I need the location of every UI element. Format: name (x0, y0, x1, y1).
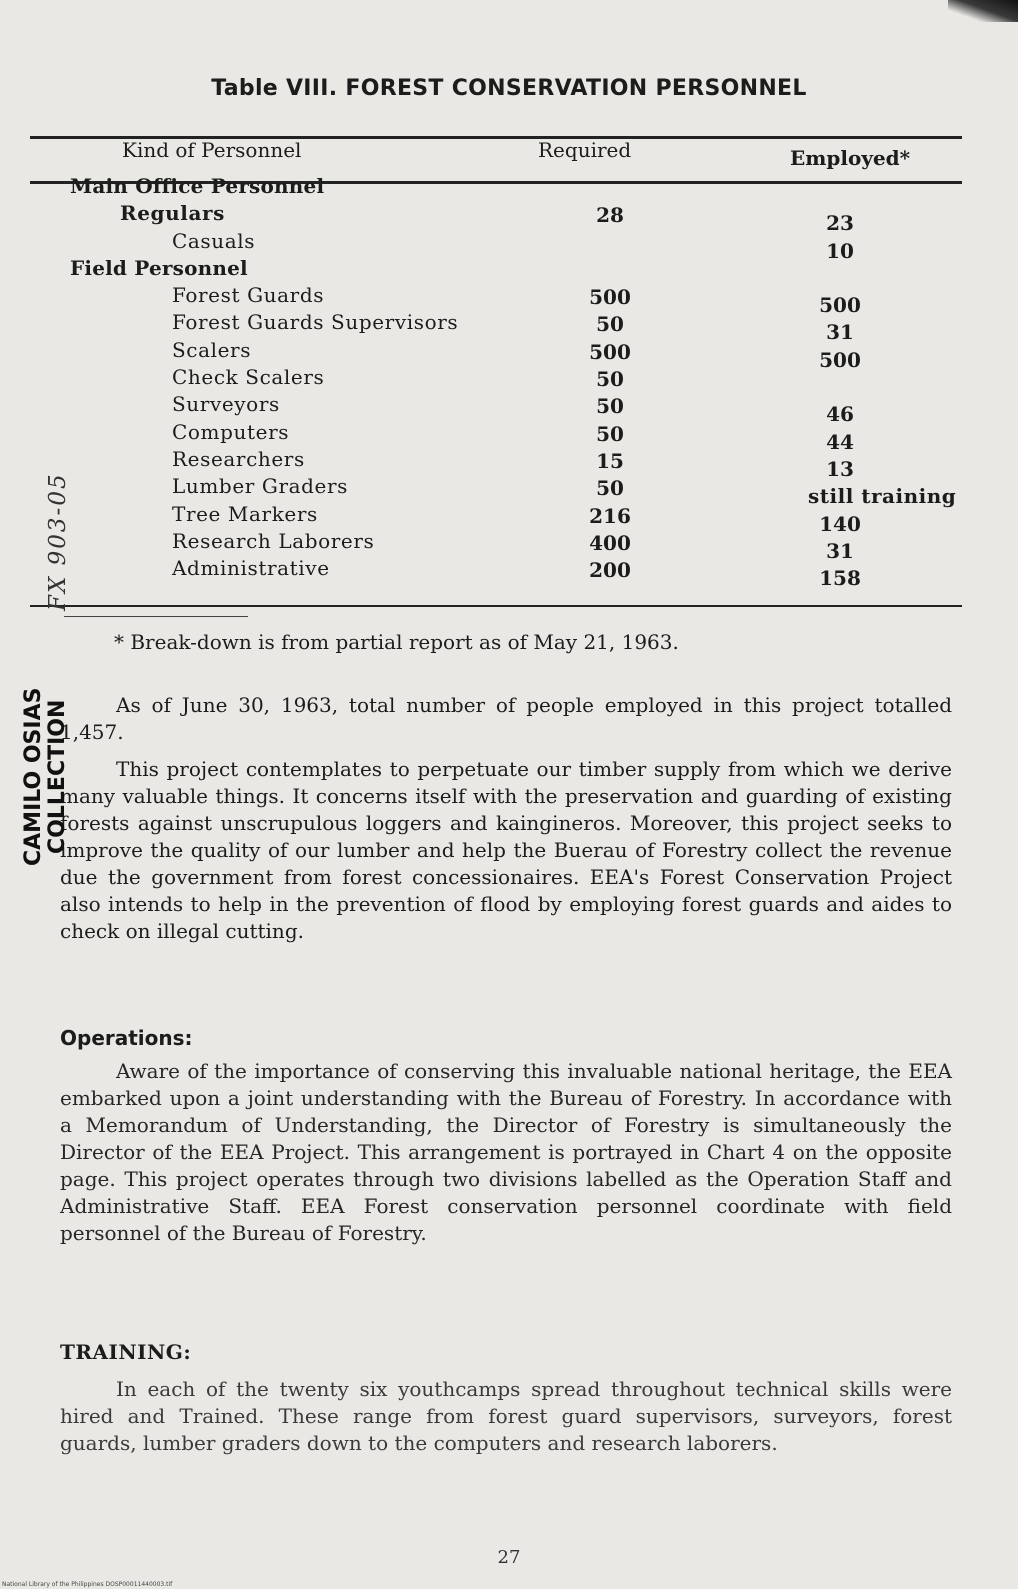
table-row (0, 446, 1018, 481)
table-row (0, 556, 1018, 591)
header-required: Required (538, 138, 632, 162)
header-employed: Employed* (790, 146, 911, 170)
handwritten-call-number: FX 903-05 (45, 472, 71, 611)
required-cell: 50 (596, 367, 624, 392)
employed-cell: 46 (826, 402, 854, 427)
personnel-kind-cell: Lumber Graders (172, 474, 349, 499)
table-footnote: * Break-down is from partial report as of May 21, 1963. (114, 630, 679, 654)
paragraph-total-employed: As of June 30, 1963, total number of people employed in this project totalled 1,457. (60, 693, 952, 744)
personnel-kind-cell: Research Laborers (172, 528, 375, 553)
required-cell: 50 (596, 476, 624, 501)
employed-cell: 23 (826, 211, 854, 236)
table-row (0, 337, 1018, 372)
employed-cell: still training (808, 484, 957, 509)
table-title: Table VIII. FOREST CONSERVATION PERSONNEL (211, 76, 807, 101)
personnel-kind-cell: Computers (172, 419, 290, 444)
personnel-kind-cell: Casuals (172, 228, 256, 253)
table-row (0, 201, 1018, 236)
employed-cell: 500 (819, 347, 861, 372)
employed-cell: 31 (826, 538, 854, 563)
employed-cell: 500 (819, 293, 861, 318)
table-row (0, 474, 1018, 509)
personnel-kind-cell: Regulars (120, 201, 226, 226)
table-row (0, 501, 1018, 536)
page-corner-shadow (948, 0, 1018, 22)
employed-cell: 10 (826, 238, 854, 263)
required-cell: 500 (589, 339, 631, 364)
table-row (0, 365, 1018, 392)
paragraph-training: In each of the twenty six youthcamps spread throughout technical skills were hired and Trained. These range from forest guard supervisors, surveyors, forest guards, lumber graders down to the computers and research laborers. (60, 1377, 952, 1455)
header-kind-of-personnel: Kind of Personnel (122, 138, 302, 162)
personnel-kind-cell: Researchers (172, 446, 305, 471)
personnel-kind-cell: Administrative (172, 556, 330, 581)
personnel-kind-cell: Main Office Personnel (70, 174, 325, 198)
required-cell: 400 (589, 530, 631, 555)
table-body (0, 174, 1018, 591)
table-row (0, 256, 1018, 283)
stamp-line-2: COLLECTION (45, 699, 70, 854)
table-row (0, 174, 1018, 201)
table-row (0, 528, 1018, 563)
stamp-line-1: CAMILO OSIAS (21, 687, 46, 866)
required-cell: 15 (596, 448, 624, 473)
table-bottom-rule (30, 605, 962, 607)
collection-stamp (22, 688, 70, 866)
employed-cell: 158 (819, 566, 861, 591)
employed-cell: 44 (826, 429, 854, 454)
paragraph-project-description: This project contemplates to perpetuate our timber supply from which we derive many valuable things. It concerns itself with the preservation and guarding of existing forests against unscrupulous loggers and kaingineros. Moreover, this project seeks to improve the quality of our lumber and help the Buerau of Forestry collect the revenue due the government from forest concessionaires. EEA's Forest Conservation Project also intends to help in the prevention of flood by employing forest guards and aides to check on illegal cutting. (60, 757, 952, 943)
page-number: 27 (497, 1547, 521, 1568)
required-cell: 50 (596, 312, 624, 337)
paragraph-operations: Aware of the importance of conserving this invaluable national heritage, the EEA embarked upon a joint understanding with the Bureau of Forestry. In accordance with a Memorandum of Understanding, the Director of Forestry is simultaneously the Director of the EEA Project. This arrangement is portrayed in Chart 4 on the opposite page. This project operates through two divisions labelled as the Operation Staff and Administrative Staff. EEA Forest conservation personnel coordinate with field personnel of the Bureau of Forestry. (60, 1059, 952, 1245)
personnel-kind-cell: Forest Guards Supervisors (172, 310, 459, 335)
personnel-kind-cell: Tree Markers (172, 501, 318, 526)
required-cell: 50 (596, 394, 624, 419)
required-cell: 28 (596, 203, 624, 228)
personnel-kind-cell: Field Personnel (70, 255, 248, 280)
employed-cell: 31 (826, 320, 854, 345)
required-cell: 200 (589, 558, 631, 583)
table-row (0, 310, 1018, 345)
footnote-rule (64, 616, 248, 617)
table-row (0, 392, 1018, 427)
personnel-kind-cell: Scalers (172, 337, 252, 362)
required-cell: 500 (589, 285, 631, 310)
heading-training: TRAINING: (60, 1340, 192, 1364)
required-cell: 50 (596, 421, 624, 446)
personnel-kind-cell: Forest Guards (172, 283, 325, 308)
table-row (0, 419, 1018, 454)
personnel-kind-cell: Check Scalers (172, 365, 325, 390)
required-cell: 216 (589, 503, 631, 528)
archive-source-line: National Library of the Philippines DOSP00011440003.tif (2, 1581, 173, 1588)
personnel-kind-cell: Surveyors (172, 392, 280, 417)
employed-cell: 140 (819, 511, 861, 536)
employed-cell: 13 (826, 456, 854, 481)
table-row (0, 283, 1018, 318)
table-row (0, 228, 1018, 263)
heading-operations: Operations: (60, 1026, 193, 1050)
